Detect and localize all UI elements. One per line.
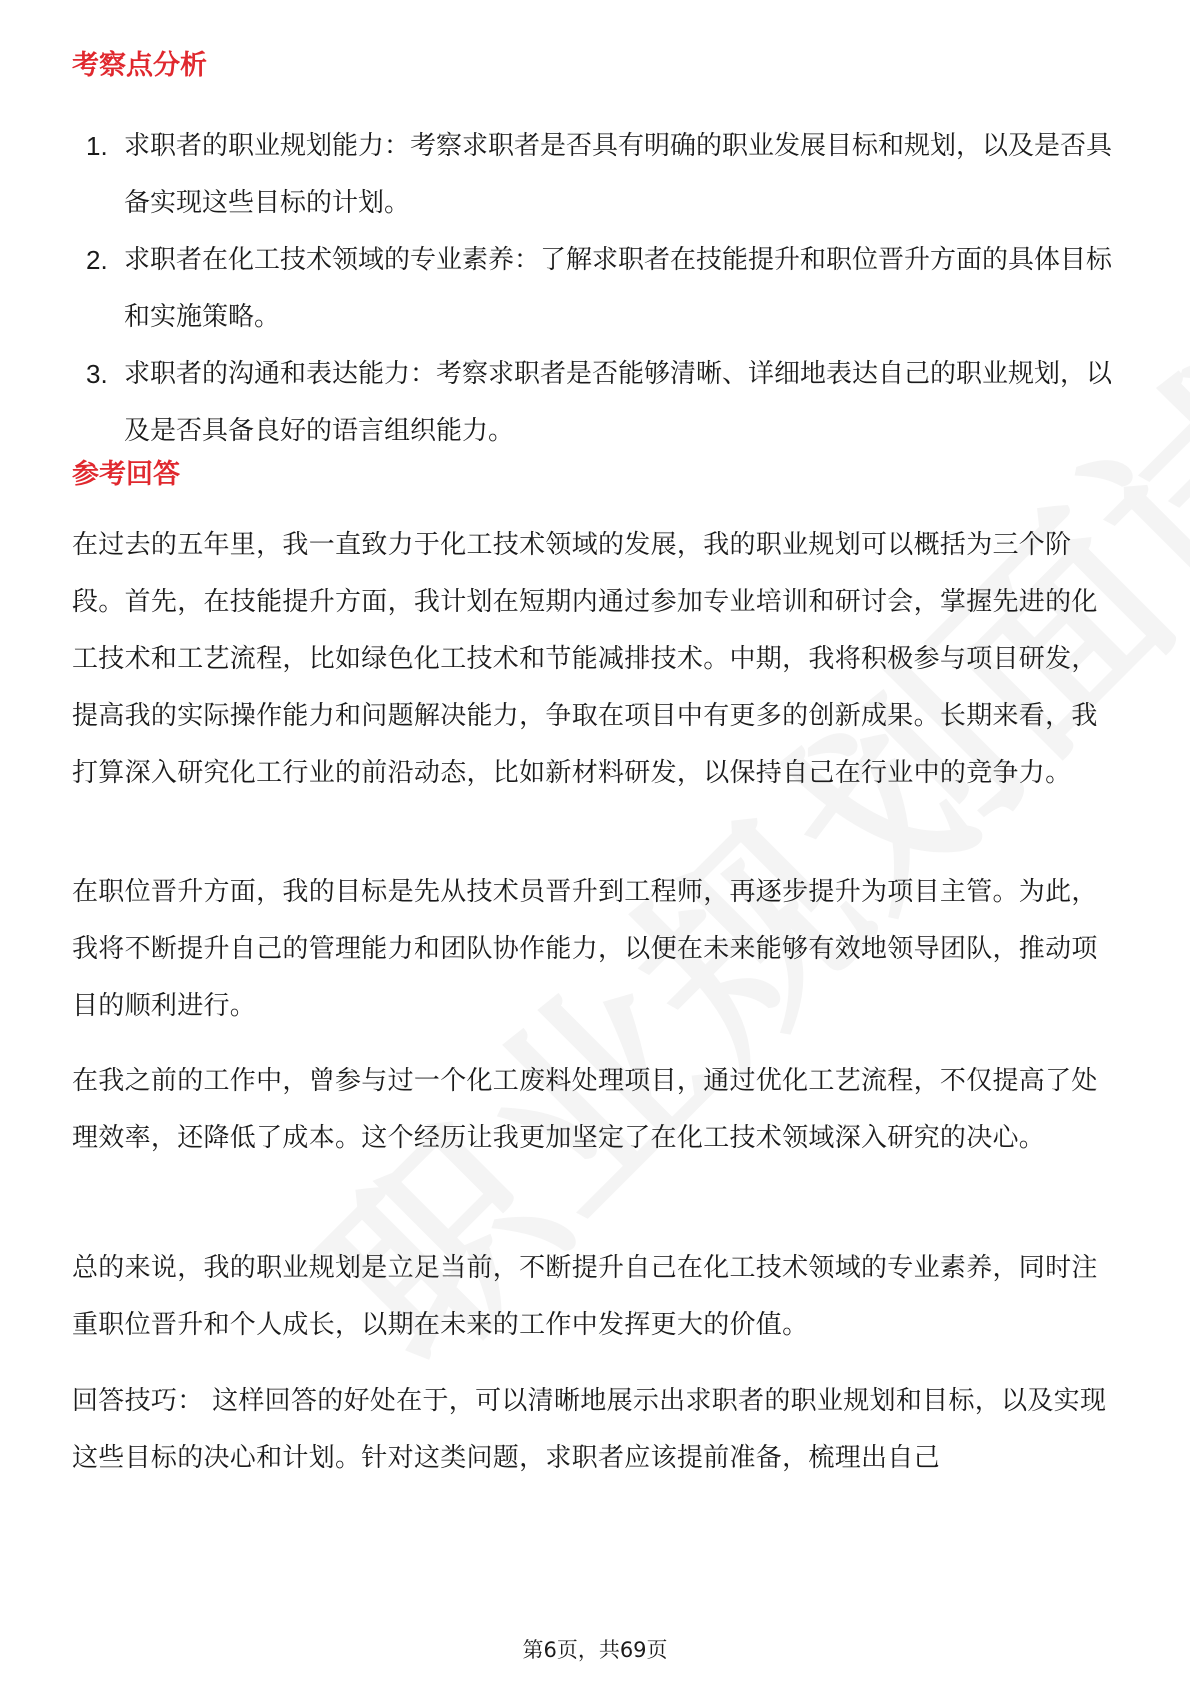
list-item-number: 3. xyxy=(86,359,108,389)
list-item-number: 2. xyxy=(86,245,108,275)
list-item-text: 求职者的沟通和表达能力：考察求职者是否能够清晰、详细地表达自己的职业规划，以及是否具备良好的语言组织能力。 xyxy=(124,359,1113,446)
answer-paragraph: 在过去的五年里，我一直致力于化工技术领域的发展，我的职业规划可以概括为三个阶段。首先，在技能提升方面，我计划在短期内通过参加专业培训和研讨会，掌握先进的化工技术和工艺流程，比如绿色化工技术和节能减排技术。中期，我将积极参与项目研发，提高我的实际操作能力和问题解决能力，争取在项目中有更多的创新成果。长期来看，我打算深入研究化工行业的前沿动态，比如新材料研发，以保持自己在行业中的竞争力。 xyxy=(72,530,1098,788)
list-item-number: 1. xyxy=(86,131,108,161)
list-item xyxy=(72,346,1112,460)
answer-tips-paragraph: 回答技巧： 这样回答的好处在于，可以清晰地展示出求职者的职业规划和目标，以及实现这些目标的决心和计划。针对这类问题，求职者应该提前准备，梳理出自己 xyxy=(72,1386,1107,1473)
list-item xyxy=(72,118,1112,232)
answer-paragraph: 在我之前的工作中，曾参与过一个化工废料处理项目，通过优化工艺流程，不仅提高了处理效率，还降低了成本。这个经历让我更加坚定了在化工技术领域深入研究的决心。 xyxy=(72,1066,1098,1153)
analysis-list xyxy=(72,118,1112,460)
answer-paragraph: 总的来说，我的职业规划是立足当前，不断提升自己在化工技术领域的专业素养，同时注重职位晋升和个人成长，以期在未来的工作中发挥更大的价值。 xyxy=(72,1253,1098,1340)
list-item-text: 求职者的职业规划能力：考察求职者是否具有明确的职业发展目标和规划，以及是否具备实现这些目标的计划。 xyxy=(124,131,1113,218)
section-heading-answer: 参考回答 xyxy=(72,459,180,490)
section-heading-analysis: 考察点分析 xyxy=(72,50,207,81)
answer-paragraph: 在职位晋升方面，我的目标是先从技术员晋升到工程师，再逐步提升为项目主管。为此，我将不断提升自己的管理能力和团队协作能力，以便在未来能够有效地领导团队，推动项目的顺利进行。 xyxy=(72,877,1098,1021)
list-item-text: 求职者在化工技术领域的专业素养：了解求职者在技能提升和职位晋升方面的具体目标和实施策略。 xyxy=(124,245,1113,332)
list-item xyxy=(72,232,1112,346)
page-number-footer: 第6页，共69页 xyxy=(522,1638,668,1662)
